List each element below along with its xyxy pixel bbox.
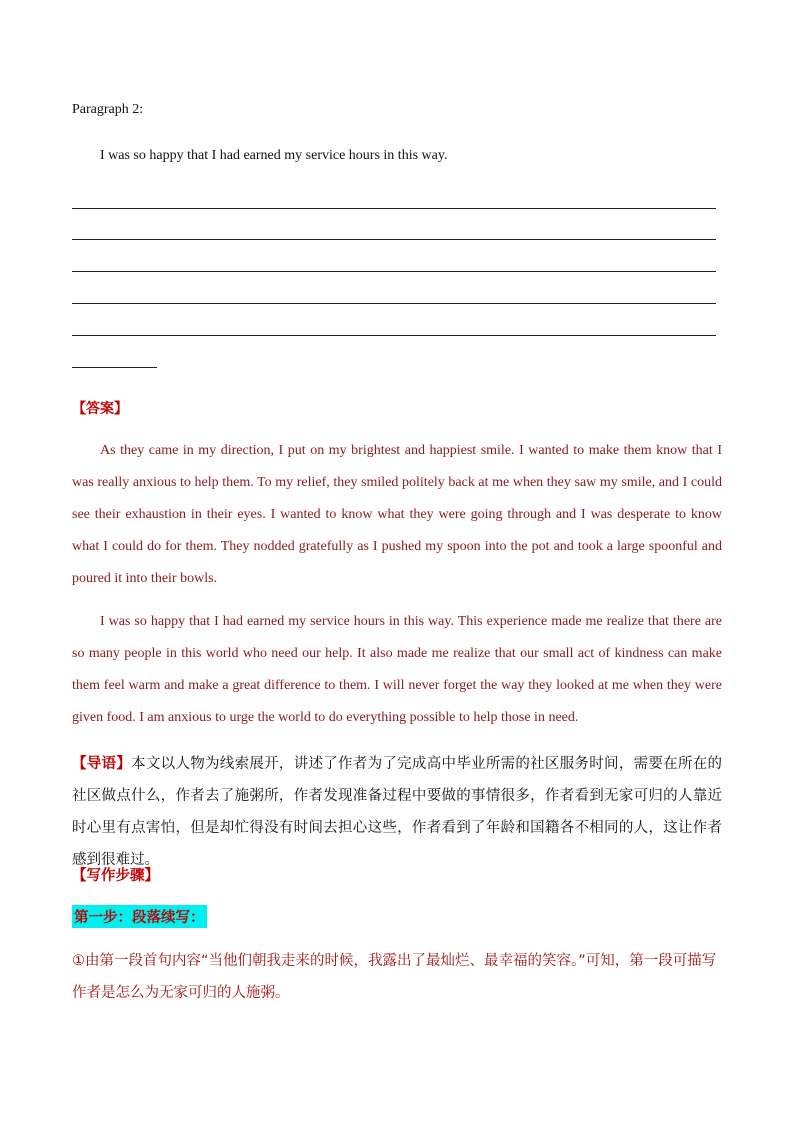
- writing-line: [72, 303, 716, 304]
- writing-line: [72, 271, 716, 272]
- starter-sentence: I was so happy that I had earned my service hours in this way.: [100, 148, 448, 163]
- paragraph-label: Paragraph 2:: [72, 102, 144, 117]
- writing-line: [72, 208, 716, 209]
- writing-line: [72, 239, 716, 240]
- writing-line-end: [72, 367, 157, 368]
- step-one-point: ①由第一段首句内容“当他们朝我走来的时候，我露出了最灿烂、最幸福的笑容。”可知，第一段可描写作者是怎么为无家可归的人施粥。: [72, 953, 717, 1001]
- writing-line: [72, 335, 716, 336]
- answer-heading: 【答案】: [72, 401, 128, 417]
- answer-paragraph-2: I was so happy that I had earned my service hours in this way. This experience made me realize that there are so many people in this world who need our help. It also made me realize that our small act of kindness can make them feel warm and make a great difference to them. I will never forget the way they looked at me when they were given food. I am anxious to urge the world to do everything possible to help those in need.: [72, 614, 722, 725]
- guide-paragraph: [72, 748, 722, 876]
- steps-heading: 【写作步骤】: [72, 868, 159, 884]
- step-one-heading: 第一步：段落续写：: [72, 905, 207, 928]
- answer-paragraph-1: As they came in my direction, I put on my brightest and happiest smile. I wanted to make them know that I was really anxious to help them. To my relief, they smiled politely back at me when they saw my smile, and I could see their exhaustion in their eyes. I wanted to know what they were going through and I was desperate to know what I could do for them. They nodded gratefully as I pushed my spoon into the pot and took a large spoonful and poured it into their bowls.: [72, 443, 722, 586]
- guide-tag: 【导语】: [72, 756, 132, 772]
- guide-text: 本文以人物为线索展开，讲述了作者为了完成高中毕业所需的社区服务时间，需要在所在的社区做点什么，作者去了施粥所，作者发现准备过程中要做的事情很多，作者看到无家可归的人靠近时心里有点害怕，但是却忙得没有时间去担心这些，作者看到了年龄和国籍各不相同的人，这让作者感到很难过。: [72, 756, 723, 868]
